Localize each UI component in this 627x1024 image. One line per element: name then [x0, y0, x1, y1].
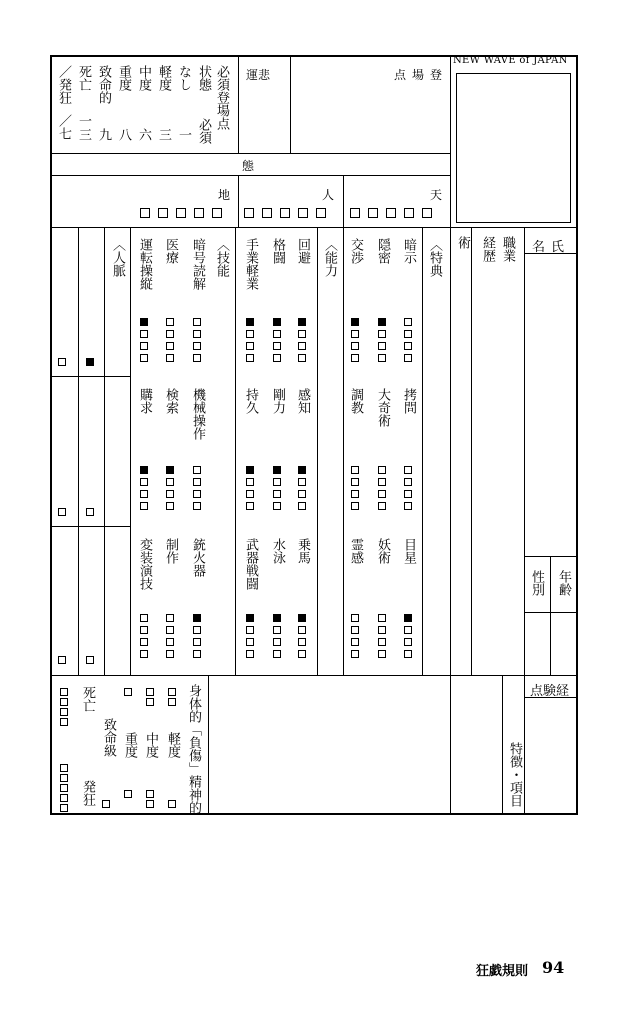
damage-title: 身体的「負傷」精神的	[186, 684, 201, 814]
value-6: 三	[76, 128, 91, 141]
damage-check[interactable]	[168, 800, 176, 808]
unyu-label: 運悲	[246, 68, 271, 82]
tai-label: 態	[242, 159, 255, 173]
skill-label: 運転操縦	[137, 238, 152, 290]
tokuten-label: 〈特典	[427, 238, 442, 277]
value-7: ／七	[56, 114, 71, 140]
skill-check[interactable]	[378, 354, 386, 362]
skill-check[interactable]	[166, 354, 174, 362]
skill-check[interactable]	[166, 502, 174, 510]
skill-check[interactable]	[166, 650, 174, 658]
skill-label: 乗馬	[295, 538, 310, 564]
skill-check[interactable]	[140, 626, 148, 634]
skill-check[interactable]	[298, 330, 306, 338]
skill-check[interactable]	[166, 330, 174, 338]
skill-check[interactable]	[351, 478, 359, 486]
frame-left	[50, 55, 52, 815]
skill-check[interactable]	[404, 342, 412, 350]
damage-check[interactable]	[168, 688, 176, 696]
damage-check[interactable]	[60, 708, 68, 716]
damage-check[interactable]	[146, 688, 154, 696]
skill-check[interactable]	[404, 650, 412, 658]
brand: NEW WAVE of JAPAN	[453, 55, 568, 66]
skill-check[interactable]	[246, 318, 254, 326]
seibetsu-label: 性別	[529, 570, 544, 596]
jin-label: 人	[322, 188, 335, 202]
skill-check[interactable]	[404, 502, 412, 510]
skill-check[interactable]	[298, 650, 306, 658]
skill-check[interactable]	[166, 478, 174, 486]
skill-check[interactable]	[378, 650, 386, 658]
page-number: 94	[542, 958, 565, 977]
tokuchou-label: 特徴・項目	[507, 742, 522, 807]
skill-label: 水泳	[270, 538, 285, 564]
keireki-label: 経歴	[480, 236, 495, 262]
skill-label: 格闘	[270, 238, 285, 264]
skill-check[interactable]	[351, 614, 359, 622]
skill-label: 霊感	[348, 538, 363, 564]
damage-check[interactable]	[60, 718, 68, 726]
frame-bottom	[50, 813, 578, 815]
chi-label: 地	[218, 188, 231, 202]
skill-check[interactable]	[351, 650, 359, 658]
skill-check[interactable]	[351, 638, 359, 646]
skill-check[interactable]	[298, 318, 306, 326]
skill-check[interactable]	[246, 614, 254, 622]
skill-check[interactable]	[246, 354, 254, 362]
skill-check[interactable]	[298, 502, 306, 510]
skill-check[interactable]	[273, 466, 281, 474]
skill-label: 銃火器	[190, 538, 205, 577]
skill-check[interactable]	[404, 318, 412, 326]
skill-label: 暗号読解	[190, 238, 205, 290]
damage-check[interactable]	[146, 698, 154, 706]
keikenten-label: 点験経	[530, 684, 570, 699]
skill-check[interactable]	[351, 354, 359, 362]
photo-box	[456, 73, 571, 223]
skill-check[interactable]	[404, 330, 412, 338]
state-1: なし	[176, 65, 191, 91]
value-6-top: 一	[76, 114, 91, 127]
skill-check[interactable]	[246, 330, 254, 338]
skill-check[interactable]	[298, 638, 306, 646]
skill-check[interactable]	[166, 318, 174, 326]
damage-judo: 重度	[122, 732, 137, 758]
value-3: 六	[136, 128, 151, 141]
skill-check[interactable]	[298, 614, 306, 622]
skill-check[interactable]	[166, 626, 174, 634]
skill-check[interactable]	[246, 466, 254, 474]
skill-check[interactable]	[193, 478, 201, 486]
damage-check[interactable]	[60, 688, 68, 696]
value-4: 八	[116, 128, 131, 141]
skill-check[interactable]	[140, 650, 148, 658]
skill-check[interactable]	[378, 638, 386, 646]
skill-check[interactable]	[246, 626, 254, 634]
shokugyou-label: 職業	[500, 236, 515, 262]
damage-chimei: 致命級	[101, 718, 116, 757]
damage-check[interactable]	[60, 804, 68, 812]
frame-right	[576, 55, 578, 815]
jutsu-label: 術	[455, 236, 470, 249]
damage-chudo: 中度	[143, 732, 158, 758]
skill-label: 剛力	[270, 388, 285, 414]
skill-check[interactable]	[193, 354, 201, 362]
skill-check[interactable]	[140, 502, 148, 510]
damage-check[interactable]	[146, 790, 154, 798]
damage-check[interactable]	[60, 698, 68, 706]
skill-check[interactable]	[193, 614, 201, 622]
left-check[interactable]	[58, 358, 66, 366]
damage-check[interactable]	[124, 790, 132, 798]
skill-check[interactable]	[246, 650, 254, 658]
skill-check[interactable]	[351, 318, 359, 326]
skill-check[interactable]	[378, 318, 386, 326]
nenrei-label: 年齢	[556, 570, 571, 596]
skill-check[interactable]	[166, 490, 174, 498]
footer-book: 狂戯規則	[476, 964, 529, 979]
skill-check[interactable]	[246, 502, 254, 510]
ginou-label: 〈技能	[214, 238, 229, 277]
skill-check[interactable]	[404, 466, 412, 474]
shimei-label: 名氏	[532, 240, 571, 255]
skill-check[interactable]	[246, 478, 254, 486]
skill-check[interactable]	[273, 330, 281, 338]
skill-check[interactable]	[193, 318, 201, 326]
skill-check[interactable]	[140, 478, 148, 486]
left-check[interactable]	[86, 358, 94, 366]
skill-check[interactable]	[193, 330, 201, 338]
jinmyaku-label: 〈人脈	[110, 238, 125, 277]
skill-label: 検索	[163, 388, 178, 414]
skill-label: 手業軽業	[243, 238, 258, 290]
skill-label: 調教	[348, 388, 363, 414]
damage-check[interactable]	[60, 784, 68, 792]
skill-check[interactable]	[404, 614, 412, 622]
skill-label: 持久	[243, 388, 258, 414]
skill-check[interactable]	[193, 342, 201, 350]
state-6: 死亡	[76, 65, 91, 91]
damage-check[interactable]	[146, 800, 154, 808]
skill-check[interactable]	[298, 354, 306, 362]
skill-check[interactable]	[273, 650, 281, 658]
skill-check[interactable]	[273, 354, 281, 362]
skill-check[interactable]	[273, 490, 281, 498]
damage-check[interactable]	[60, 774, 68, 782]
skill-check[interactable]	[246, 342, 254, 350]
skill-check[interactable]	[140, 330, 148, 338]
skill-check[interactable]	[378, 478, 386, 486]
skill-check[interactable]	[166, 342, 174, 350]
skill-label: 回避	[295, 238, 310, 264]
skill-check[interactable]	[193, 650, 201, 658]
skill-check[interactable]	[404, 478, 412, 486]
skill-check[interactable]	[166, 638, 174, 646]
skill-check[interactable]	[378, 614, 386, 622]
skill-check[interactable]	[193, 466, 201, 474]
skill-label: 大奇術	[375, 388, 390, 427]
skill-label: 制作	[163, 538, 178, 564]
left-check[interactable]	[86, 656, 94, 664]
skill-check[interactable]	[351, 330, 359, 338]
value-1: 一	[176, 128, 191, 141]
nouryoku-label: 〈能力	[322, 238, 337, 277]
skill-check[interactable]	[378, 342, 386, 350]
damage-check[interactable]	[60, 764, 68, 772]
value-5: 九	[96, 128, 111, 141]
skill-label: 感知	[295, 388, 310, 414]
skill-check[interactable]	[273, 342, 281, 350]
damage-check[interactable]	[168, 698, 176, 706]
skill-check[interactable]	[378, 330, 386, 338]
skill-check[interactable]	[351, 342, 359, 350]
ten-label: 天	[430, 188, 443, 202]
state-0: 状態	[196, 65, 211, 91]
skill-label: 購求	[137, 388, 152, 414]
skill-check[interactable]	[246, 490, 254, 498]
left-check[interactable]	[58, 656, 66, 664]
skill-check[interactable]	[351, 502, 359, 510]
skill-check[interactable]	[351, 466, 359, 474]
skill-check[interactable]	[193, 502, 201, 510]
skill-check[interactable]	[298, 466, 306, 474]
left-check[interactable]	[58, 508, 66, 516]
value-0: 必須	[196, 118, 211, 144]
state-3: 中度	[136, 65, 151, 91]
damage-check[interactable]	[60, 794, 68, 802]
skill-check[interactable]	[404, 490, 412, 498]
skill-label: 暗示	[401, 238, 416, 264]
damage-check[interactable]	[102, 800, 110, 808]
toujou-label: 点場登	[394, 68, 449, 82]
skill-check[interactable]	[404, 626, 412, 634]
skill-check[interactable]	[273, 626, 281, 634]
skill-check[interactable]	[298, 342, 306, 350]
skill-check[interactable]	[298, 478, 306, 486]
skill-check[interactable]	[273, 502, 281, 510]
skill-check[interactable]	[378, 626, 386, 634]
skill-check[interactable]	[166, 614, 174, 622]
skill-check[interactable]	[378, 502, 386, 510]
skill-label: 機械操作	[190, 388, 205, 440]
skill-check[interactable]	[140, 490, 148, 498]
skill-check[interactable]	[273, 638, 281, 646]
skill-check[interactable]	[378, 490, 386, 498]
skill-check[interactable]	[140, 638, 148, 646]
damage-keido: 軽度	[165, 732, 180, 758]
state-5: 致命的	[96, 65, 111, 104]
skill-check[interactable]	[298, 626, 306, 634]
skill-check[interactable]	[166, 466, 174, 474]
state-7: ／発狂	[56, 65, 71, 104]
skill-label: 隠密	[375, 238, 390, 264]
damage-shibou: 死亡	[80, 686, 95, 712]
skill-check[interactable]	[140, 318, 148, 326]
skill-label: 武器戦闘	[243, 538, 258, 590]
skill-check[interactable]	[273, 478, 281, 486]
state-2: 軽度	[156, 65, 171, 91]
must-label: 必須登場点	[214, 65, 229, 130]
value-2: 三	[156, 128, 171, 141]
skill-label: 医療	[163, 238, 178, 264]
skill-check[interactable]	[404, 638, 412, 646]
skill-check[interactable]	[193, 626, 201, 634]
damage-check[interactable]	[124, 688, 132, 696]
skill-check[interactable]	[140, 466, 148, 474]
skill-check[interactable]	[140, 342, 148, 350]
skill-check[interactable]	[351, 626, 359, 634]
skill-check[interactable]	[273, 318, 281, 326]
skill-check[interactable]	[193, 638, 201, 646]
skill-check[interactable]	[193, 490, 201, 498]
damage-hakkyou: 発狂	[80, 780, 95, 806]
skill-label: 目星	[401, 538, 416, 564]
skill-label: 妖術	[375, 538, 390, 564]
skill-check[interactable]	[140, 614, 148, 622]
skill-check[interactable]	[351, 490, 359, 498]
skill-check[interactable]	[404, 354, 412, 362]
skill-label: 交渉	[348, 238, 363, 264]
skill-check[interactable]	[246, 638, 254, 646]
left-check[interactable]	[86, 508, 94, 516]
skill-check[interactable]	[378, 466, 386, 474]
skill-check[interactable]	[140, 354, 148, 362]
skill-check[interactable]	[273, 614, 281, 622]
state-4: 重度	[116, 65, 131, 91]
skill-label: 拷問	[401, 388, 416, 414]
skill-label: 変装演技	[137, 538, 152, 590]
skill-check[interactable]	[298, 490, 306, 498]
